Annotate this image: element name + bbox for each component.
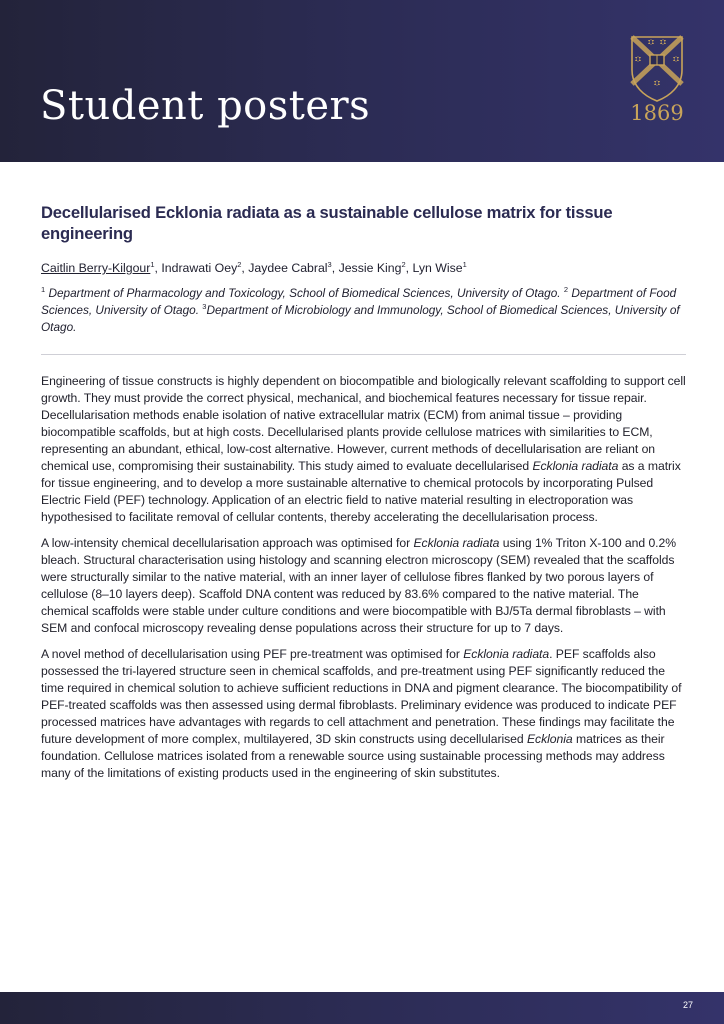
affiliation-list <box>41 285 686 336</box>
author-name: Jessie King <box>338 261 402 275</box>
university-crest-icon <box>628 34 686 104</box>
author-name: Lyn Wise <box>412 261 463 275</box>
affiliation-mark: 3 <box>202 302 207 312</box>
author-separator: , <box>154 261 162 275</box>
author-separator: , <box>241 261 249 275</box>
species-name: Ecklonia <box>526 732 573 746</box>
header-band <box>0 0 724 162</box>
section-title: Student posters <box>40 83 371 129</box>
author-affiliation-mark: 2 <box>401 259 406 269</box>
affiliation-1: Department of Pharmacology and Toxicology, School of Biomedical Sciences, University of Otago. <box>48 286 561 300</box>
author-separator: , <box>331 261 339 275</box>
author-affiliation-mark: 3 <box>327 259 332 269</box>
body-paragraph: Engineering of tissue constructs is highly dependent on biocompatible and biologically relevant scaffolding to support cell growth. They must provide the correct physical, mechanical, and biochemical features necessary for tissue repair. Decellularisation methods enable isolation of native extracellular matrix (ECM) from animal tissue – providing biocompatible scaffolds, but at high costs. Decellularised plants provide cellulose matrices with similarities to ECM, representing an abundant, ethical, low-cost alternative. However, current methods of decellularisation are reliant on chemical use, compromising their sustainability. This study aimed to evaluate decellularised Ecklonia radiata as a matrix for tissue engineering, and to develop a more sustainable alternative to chemical protocols by incorporating Pulsed Electric Field (PEF) technology. Application of an electric field to native material resulting in electroporation was hypothesised to facilitate removal of cellular contents, thereby accelerating the decellularisation process. <box>41 374 686 524</box>
species-name: Ecklonia radiata <box>532 459 619 473</box>
author-1 <box>41 261 161 275</box>
body-paragraph: A low-intensity chemical decellularisation approach was optimised for Ecklonia radiata using 1% Triton X-100 and 0.2% bleach. Structural characterisation using histology and scanning electron microscopy (SEM) revealed that the scaffolds were structurally similar to the native material, with an inner layer of cellulose fibres flanked by two porous layers of cellulose (8–10 layers deep). Scaffold DNA content was reduced by 83.6% compared to the native material. The chemical scaffolds were stable under culture conditions and were biocompatible with BJ/5Ta dermal fibroblasts – with SEM and confocal microscopy revealing dense populations across their structure for up to 7 days. <box>41 536 677 635</box>
footer-band <box>0 992 724 1024</box>
article-body <box>41 373 686 782</box>
crest-year: 1869 <box>630 101 684 125</box>
author-name: Caitlin Berry-Kilgour <box>41 261 151 275</box>
page-number: 27 <box>682 1000 693 1010</box>
author-affiliation-mark: 2 <box>237 259 242 269</box>
species-name: Ecklonia radiata <box>413 536 500 550</box>
species-name: Ecklonia radiata <box>463 647 550 661</box>
author-3 <box>248 261 338 275</box>
author-4 <box>339 261 413 275</box>
divider <box>41 354 686 355</box>
author-affiliation-mark: 1 <box>150 259 155 269</box>
affiliation-mark: 1 <box>41 285 46 295</box>
article <box>41 202 686 791</box>
affiliation-mark: 2 <box>563 285 569 295</box>
author-name: Jaydee Cabral <box>248 261 328 275</box>
author-list <box>41 260 686 276</box>
affiliation-3: Department of Microbiology and Immunology, School of Biomedical Sciences, University of Otago. <box>41 303 680 334</box>
author-2 <box>161 261 248 275</box>
affiliation-2: Department of Food Sciences, University of Otago. <box>41 286 677 317</box>
author-separator: , <box>405 261 413 275</box>
author-affiliation-mark: 1 <box>462 259 467 269</box>
body-paragraph: A novel method of decellularisation using PEF pre-treatment was optimised for Ecklonia radiata. PEF scaffolds also possessed the tri-layered structure seen in chemical scaffolds, and pre-treatment using PEF significantly reduced the time required in chemical solution to achieve sufficient reductions in DNA and pigment clearance. The biocompatibility of PEF-treated scaffolds was then assessed using dermal fibroblasts. Preliminary evidence was produced to indicate PEF processed matrices have advantages with regards to cell attachment and penetration. These findings may facilitate the future development of more complex, multilayered, 3D skin constructs using decellularised Ecklonia matrices as their foundation. Cellulose matrices isolated from a renewable source using sustainable processing methods may address many of the limitations of existing products used in the engineering of skin substitutes. <box>41 647 682 780</box>
author-name: Indrawati Oey <box>161 261 238 275</box>
author-5 <box>412 261 466 275</box>
article-title: Decellularised Ecklonia radiata as a sustainable cellulose matrix for tissue engineering <box>41 203 613 243</box>
